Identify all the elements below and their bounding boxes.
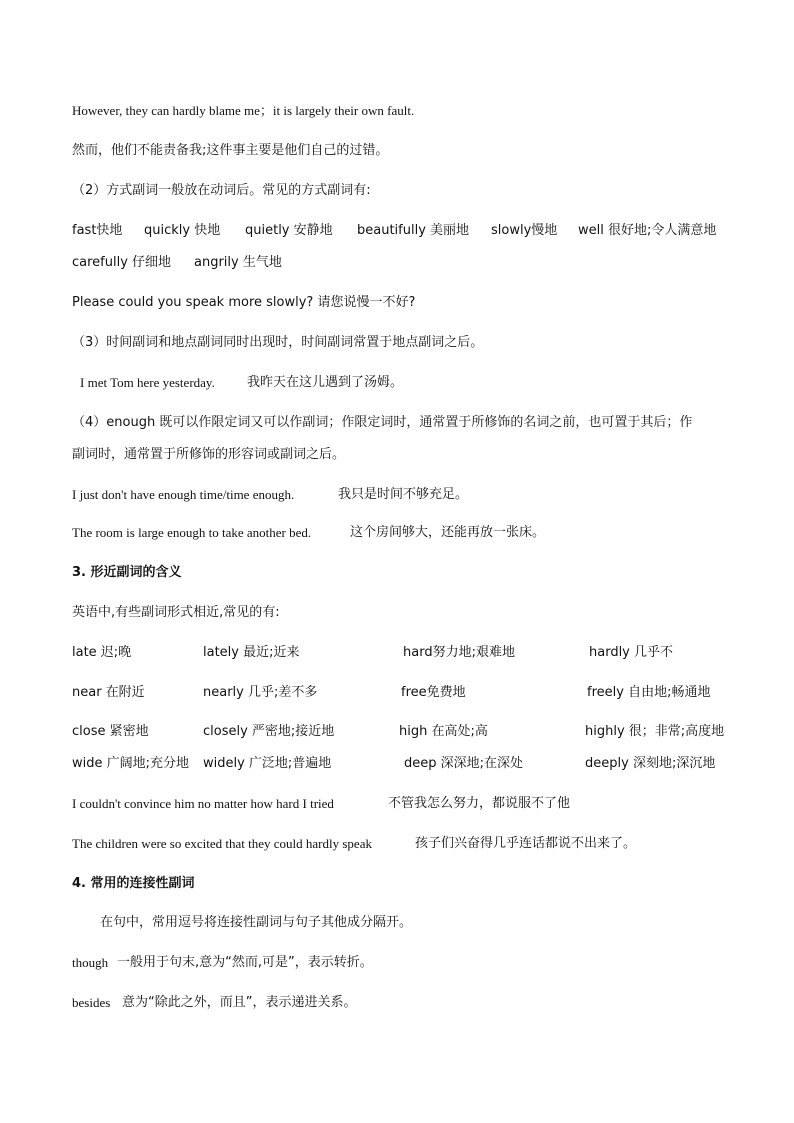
example-zh: 我只是时间不够充足。	[338, 487, 469, 502]
term-en: though	[72, 955, 109, 970]
list-item: angrily 生气地	[194, 255, 282, 270]
table-cell: late 迟;晚	[72, 645, 132, 660]
example-zh: 这个房间够大，还能再放一张床。	[350, 525, 546, 540]
example-en: The room is large enough to take another bed.	[72, 525, 312, 540]
list-item: quietly 安静地	[245, 223, 333, 238]
rule-enough-line2: 副词时，通常置于所修饰的形容词或副词之后。	[72, 447, 346, 462]
table-cell: nearly 几乎;差不多	[203, 685, 318, 700]
table-cell: highly 很；非常;高度地	[585, 724, 725, 739]
example-en: I met Tom here yesterday.	[80, 375, 215, 390]
table-cell: closely 严密地;接近地	[203, 724, 335, 739]
list-item: well 很好地;令人满意地	[578, 223, 717, 238]
table-cell: lately 最近;近来	[203, 645, 300, 660]
list-item: quickly 快地	[144, 223, 221, 238]
list-item: fast快地	[72, 223, 123, 238]
example-en: I just don't have enough time/time enough.	[72, 487, 295, 502]
list-item: carefully 仔细地	[72, 255, 172, 270]
example-sentence-zh: 然而，他们不能责备我;这件事主要是他们自己的过错。	[72, 143, 389, 158]
example-sentence: Please could you speak more slowly? 请您说慢一不好?	[72, 295, 416, 310]
list-item: beautifully 美丽地	[357, 223, 470, 238]
example-sentence-en: However, they can hardly blame me；it is largely their own fault.	[72, 103, 415, 118]
rule-time-place-adverbs: （3）时间副词和地点副词同时出现时，时间副词常置于地点副词之后。	[72, 335, 484, 350]
definition-zh: 一般用于句末,意为“然而,可是”，表示转折。	[117, 955, 373, 970]
example-en: The children were so excited that they could hardly speak	[72, 836, 372, 851]
example-zh: 不管我怎么努力，都说服不了他	[388, 796, 571, 811]
definition-zh: 意为“除此之外，而且”，表示递进关系。	[122, 995, 357, 1010]
table-cell: hard努力地;艰难地	[403, 645, 515, 660]
list-item: slowly慢地	[491, 223, 558, 238]
example-zh: 我昨天在这儿遇到了汤姆。	[247, 375, 404, 390]
table-cell: free免费地	[401, 685, 466, 700]
section-heading-3: 3. 形近副词的含义	[72, 565, 182, 580]
section-intro: 英语中,有些副词形式相近,常见的有:	[72, 605, 280, 620]
term-en: besides	[72, 995, 111, 1010]
table-cell: wide 广阔地;充分地	[72, 756, 190, 771]
table-cell: near 在附近	[72, 685, 145, 700]
table-cell: deeply 深刻地;深沉地	[585, 756, 716, 771]
table-cell: freely 自由地;畅通地	[587, 685, 711, 700]
rule-enough-line1: （4）enough 既可以作限定词又可以作副词；作限定词时，通常置于所修饰的名词之前，也可置于其后；作	[72, 415, 693, 430]
section-intro: 在句中，常用逗号将连接性副词与句子其他成分隔开。	[100, 915, 413, 930]
table-cell: high 在高处;高	[399, 724, 488, 739]
table-cell: widely 广泛地;普遍地	[203, 756, 332, 771]
table-cell: hardly 几乎不	[589, 645, 674, 660]
table-cell: deep 深深地;在深处	[404, 756, 524, 771]
table-cell: close 紧密地	[72, 724, 149, 739]
example-en: I couldn't convince him no matter how hard I tried	[72, 796, 334, 811]
example-zh: 孩子们兴奋得几乎连话都说不出来了。	[415, 836, 637, 851]
rule-manner-adverbs: （2）方式副词一般放在动词后。常见的方式副词有:	[72, 183, 371, 198]
section-heading-4: 4. 常用的连接性副词	[72, 876, 195, 891]
